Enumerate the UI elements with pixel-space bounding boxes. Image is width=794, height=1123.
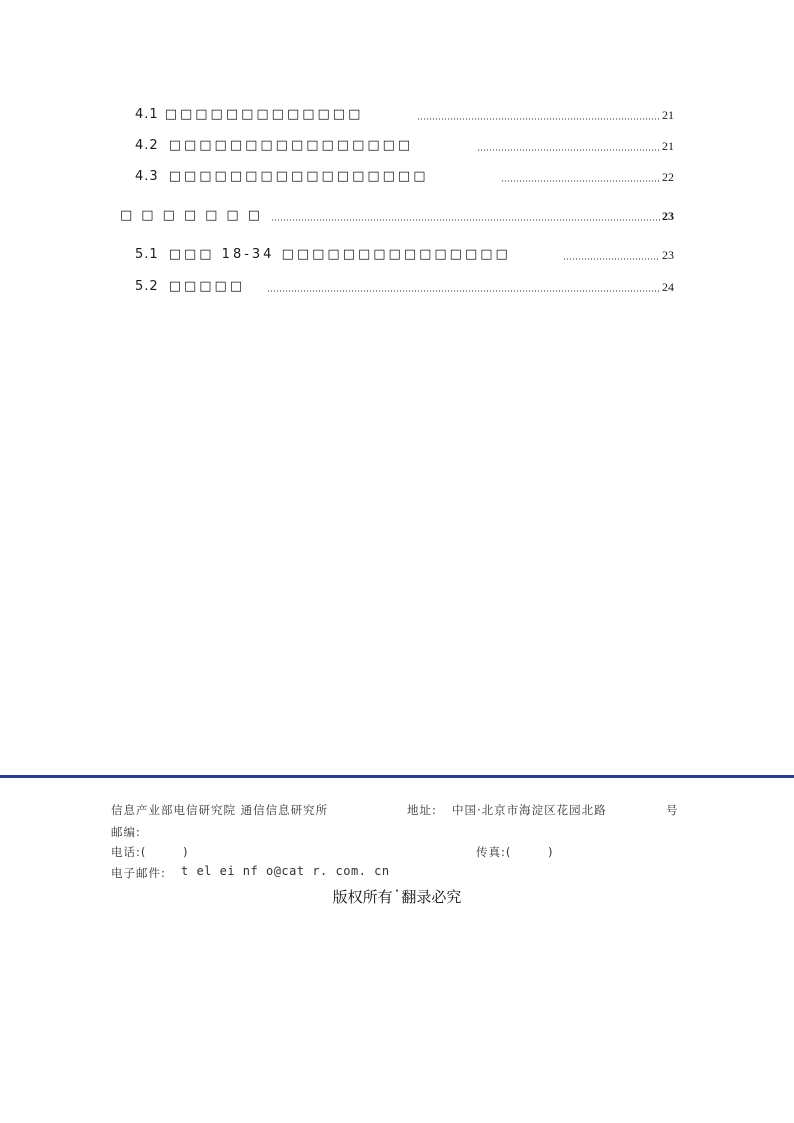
toc-leader [477, 149, 660, 151]
toc-entry-page: 22 [662, 170, 674, 184]
toc-entry[interactable] [135, 134, 674, 154]
toc-leader [417, 118, 660, 120]
toc-leader [501, 180, 661, 182]
toc-leader [271, 219, 660, 221]
toc-entry-number: 4.1 [135, 107, 159, 122]
footer-email[interactable]: t el ei nf o@cat r. com. cn [181, 864, 390, 878]
toc-entry[interactable] [135, 275, 674, 295]
footer-address-suffix: 号 [666, 803, 679, 817]
toc-entry-title: □□□□□□□□□□□□□ [164, 107, 364, 122]
footer-phone-label: 电话:( [111, 845, 147, 859]
toc-entry-title: □□□□□□□□□□□□□□□□□ [168, 169, 429, 184]
copyright-text: 版权所有 [332, 888, 393, 906]
toc-chapter-entry[interactable] [120, 204, 674, 224]
toc-entry[interactable] [135, 103, 674, 123]
toc-entry-number: 4.2 [135, 138, 159, 153]
toc-entry-page: 21 [662, 108, 674, 122]
toc-entry-number: 5.1 [135, 247, 159, 262]
toc-entry-title: □□□□□□□□□□□□□□□□ [168, 138, 414, 153]
toc-entry-page: 24 [662, 280, 674, 294]
toc-entry[interactable] [135, 243, 674, 263]
toc-entry-number: 4.3 [135, 169, 159, 184]
copyright-tail: 翻录必究 [401, 888, 462, 906]
footer-email-label: 电子邮件: [111, 866, 166, 880]
toc-chapter-title: □□□□□□□ [120, 208, 269, 223]
toc-entry-page: 21 [662, 139, 674, 153]
footer-org: 信息产业部电信研究院 通信信息研究所 [111, 803, 329, 817]
footer-address-label: 地址: [407, 803, 437, 817]
copyright-notice [0, 882, 794, 907]
toc-entry-page: 23 [662, 248, 674, 262]
footer-address: 中国·北京市海淀区花园北路 [452, 803, 607, 817]
toc-entry-title: □□□□□ [168, 279, 246, 294]
footer-phone-close: ) [183, 845, 189, 859]
footer-divider [0, 775, 794, 778]
footer-postcode-label: 邮编: [111, 825, 141, 839]
footer-fax-label: 传真:( [476, 845, 512, 859]
toc-leader [267, 290, 660, 292]
copyright-dot: · [394, 882, 400, 900]
toc-entry-title: □□□ 18-34 □□□□□□□□□□□□□□□ [168, 247, 511, 262]
toc-entry[interactable] [135, 165, 674, 185]
toc-entry-number: 5.2 [135, 279, 159, 294]
toc-entry-page: 23 [662, 209, 674, 223]
footer-fax-close: ) [548, 845, 554, 859]
toc-leader [563, 258, 660, 260]
